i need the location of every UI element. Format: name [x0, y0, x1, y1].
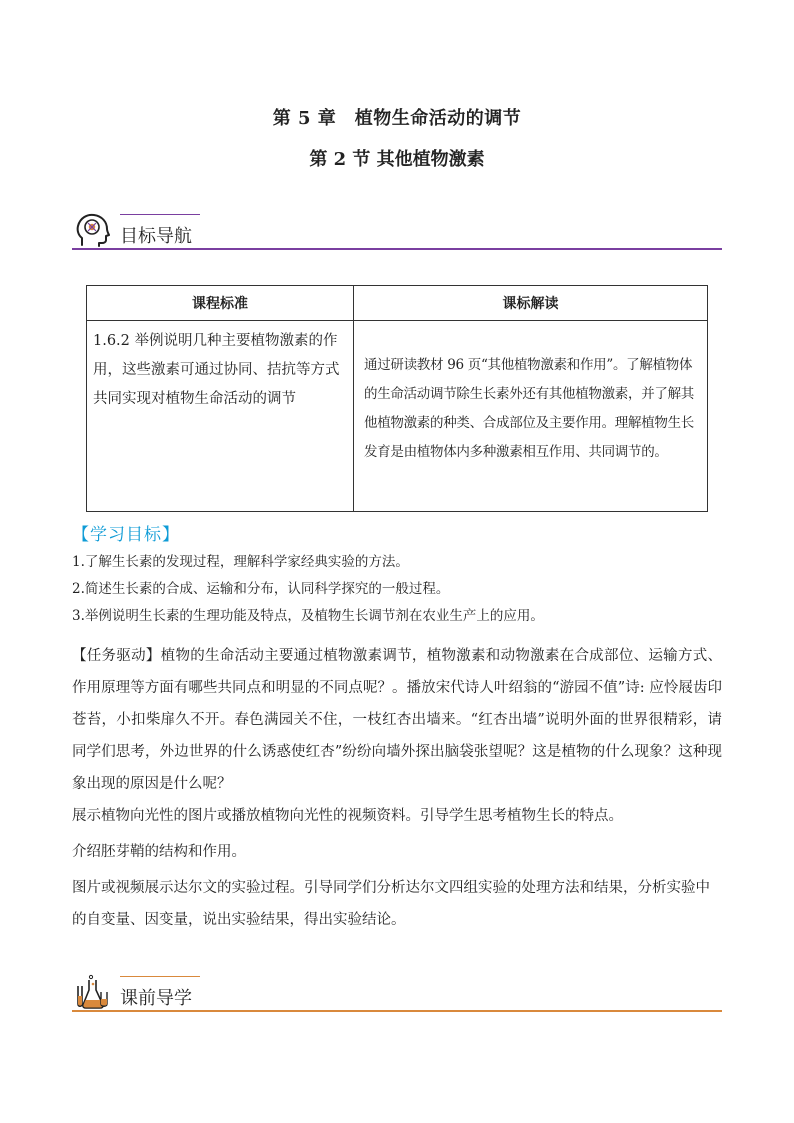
task-drive-paragraph: 【任务驱动】植物的生命活动主要通过植物激素调节，植物激素和动物激素在合成部位、运输方式、作用原理等方面有哪些共同点和明显的不同点呢？。播放宋代诗人叶绍翁的“游园不值”诗: 应怜屐齿印苍苔，小扣柴扉久不开。春色满园关不住，一枝红杏出墙来。“红杏出墙”说明外面的世界很精彩，请同学们思考，外边世界的什么诱惑使红杏”纷纷向墙外探出脑袋张望呢？这是植物的什么现象？这种现象出现的原因是什么呢？: [72, 648, 722, 792]
interpretation-cell: 通过研读教材 96 页“其他植物激素和作用”。了解植物体的生命活动调节除生长素外还有其他植物激素，并了解其他植物激素的种类、合成部位及主要作用。理解植物生长发育是由植物体内多种激素相互作用、共同调节的。: [354, 321, 708, 512]
header-bottom-rule: [72, 248, 722, 250]
goal-nav-label: 目标导航: [120, 226, 192, 247]
col-standard-header: 课程标准: [87, 286, 354, 321]
paragraph: 图片或视频展示达尔文的实验过程。引导同学们分析达尔文四组实验的处理方法和结果，分析实验中的自变量、因变量，说出实验结果，得出实验结论。: [72, 880, 710, 928]
table-row: [87, 321, 708, 512]
head-brain-icon: [74, 212, 110, 248]
list-item: 3.举例说明生长素的生理功能及特点，及植物生长调节剂在农业生产上的应用。: [72, 608, 544, 624]
preclass-header: [72, 974, 722, 1014]
learning-goals-list: [72, 549, 732, 630]
col-interpretation-header: 课标解读: [354, 286, 708, 321]
header-bottom-rule: [72, 1010, 722, 1012]
paragraph: 展示植物向光性的图片或播放植物向光性的视频资料。引导学生思考植物生长的特点。: [72, 808, 623, 824]
header-top-rule: [120, 214, 200, 215]
list-item: 1.了解生长素的发现过程，理解科学家经典实验的方法。: [72, 554, 409, 570]
lab-flasks-icon: [74, 974, 110, 1010]
table-header-row: [87, 286, 708, 321]
curriculum-standards-table: [86, 285, 708, 512]
chapter-title: 第 5 章 植物生命活动的调节: [272, 108, 522, 129]
standard-cell: 1.6.2 举例说明几种主要植物激素的作用，这些激素可通过协同、拮抗等方式共同实现对植物生命活动的调节: [87, 321, 354, 512]
header-top-rule: [120, 976, 200, 977]
goal-nav-header: [72, 212, 722, 252]
list-item: 2.简述生长素的合成、运输和分布，认同科学探究的一般过程。: [72, 581, 450, 597]
paragraph: 介绍胚芽鞘的结构和作用。: [72, 844, 246, 860]
section-title: 第 2 节 其他植物激素: [309, 149, 485, 170]
preclass-label: 课前导学: [120, 988, 192, 1009]
learning-goals-heading: 【学习目标】: [72, 525, 180, 545]
